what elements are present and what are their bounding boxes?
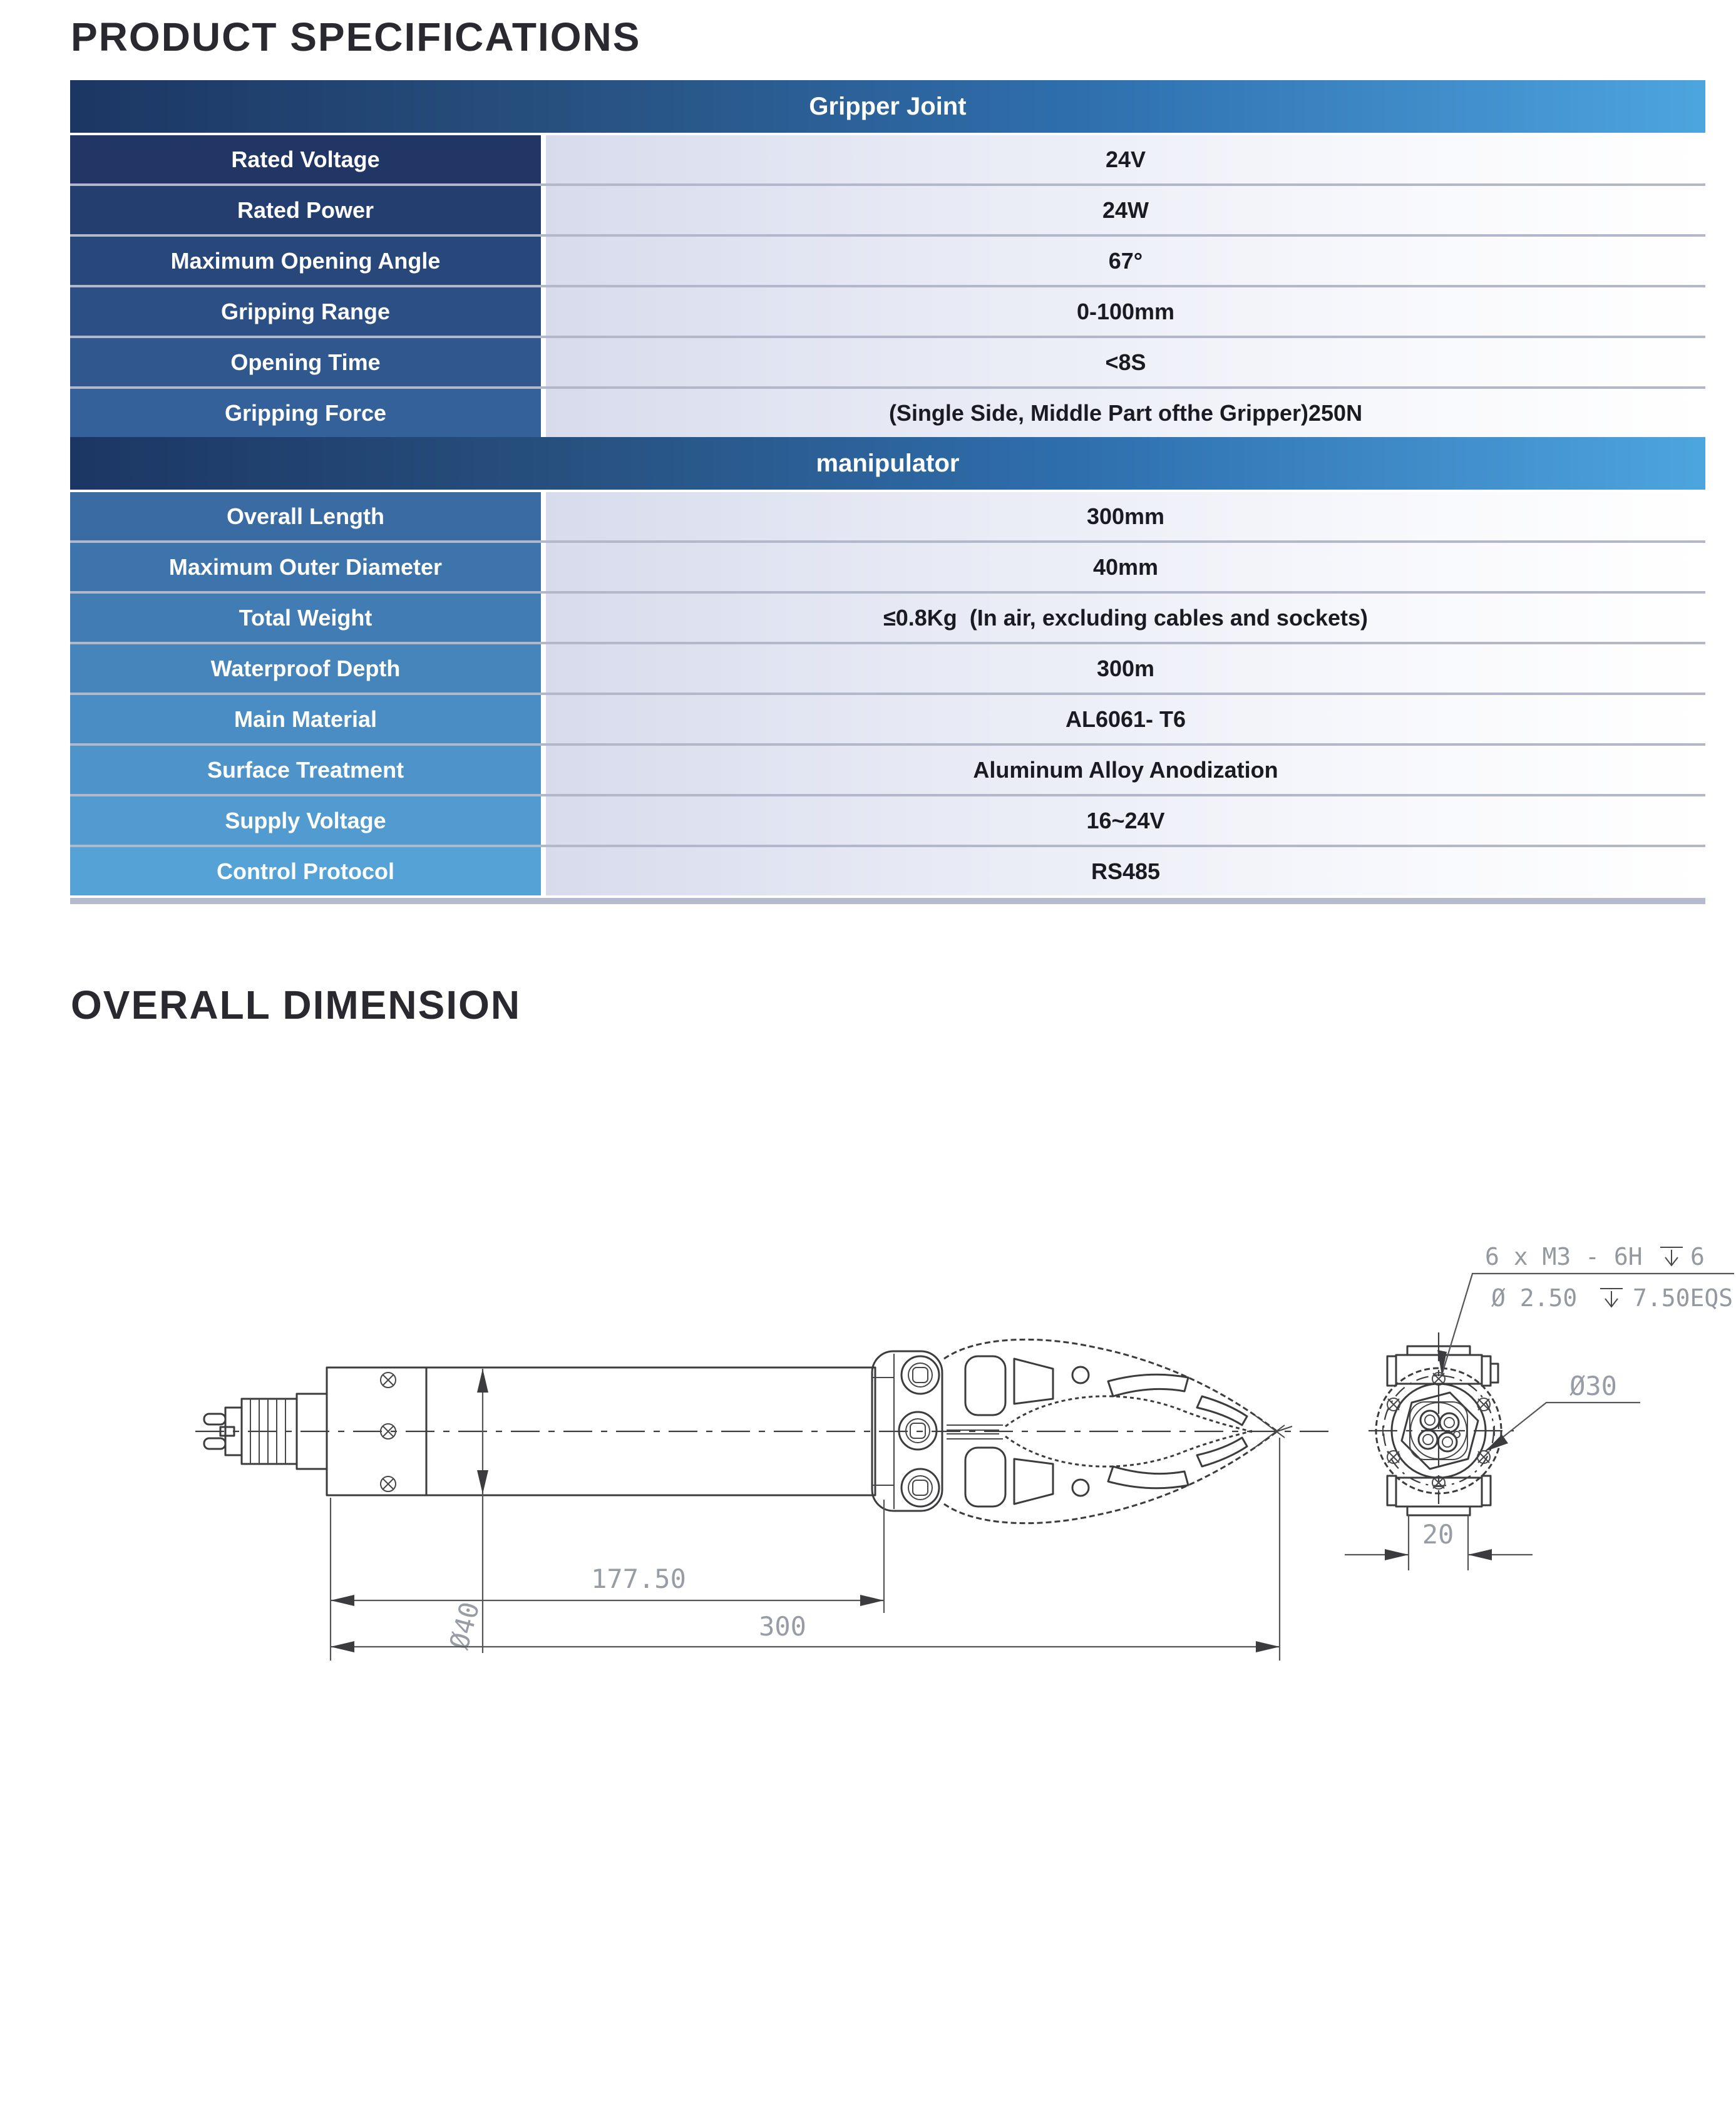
end-view-drawing <box>1345 1243 1734 1570</box>
row-label: Waterproof Depth <box>70 644 541 693</box>
row-value: 24V <box>546 135 1705 183</box>
table-section-header-gripper-joint <box>70 80 1705 133</box>
row-label: Opening Time <box>70 338 541 386</box>
row-value: 16~24V <box>546 796 1705 845</box>
dim-gripper-length-label: 177.50 <box>591 1563 686 1594</box>
screw-icon <box>381 1373 396 1388</box>
thread-callout-line2-depth: 7.50EQS <box>1633 1284 1733 1312</box>
arrowhead <box>1385 1549 1409 1560</box>
thread-callout-line1: 6 x M3 - 6H <box>1485 1243 1643 1270</box>
table-row <box>70 845 1705 895</box>
table-row <box>70 183 1705 234</box>
row-value: AL6061- T6 <box>546 695 1705 743</box>
dim-body-diameter-label: Ø40 <box>443 1599 486 1653</box>
screw-icon <box>381 1476 396 1491</box>
row-label: Maximum Outer Diameter <box>70 543 541 591</box>
row-value: 300m <box>546 644 1705 693</box>
arrowhead <box>331 1641 354 1652</box>
dimension-20 <box>1345 1515 1533 1570</box>
dim-mount-width-label: 20 <box>1422 1519 1454 1550</box>
section-header-label: manipulator <box>816 449 960 477</box>
specification-table <box>70 80 1705 904</box>
row-label: Maximum Opening Angle <box>70 237 541 285</box>
row-value: 24W <box>546 186 1705 234</box>
row-value: 40mm <box>546 543 1705 591</box>
dimension-diameter-30 <box>1485 1371 1640 1451</box>
section-header-label: Gripper Joint <box>809 92 967 120</box>
table-row <box>70 234 1705 285</box>
table-bottom-border <box>70 898 1705 904</box>
thread-callout-line1-depth: 6 <box>1690 1243 1705 1270</box>
page-title-overall-dimension: OVERALL DIMENSION <box>71 982 521 1028</box>
arrowhead <box>1256 1641 1280 1652</box>
row-label: Total Weight <box>70 594 541 642</box>
table-row <box>70 794 1705 845</box>
table-section-header-manipulator <box>70 437 1705 490</box>
overall-dimension-drawing <box>0 1177 1736 1866</box>
thread-callout-line2: Ø 2.50 <box>1491 1284 1578 1312</box>
arrowhead <box>477 1470 488 1494</box>
row-label: Rated Power <box>70 186 541 234</box>
dim-flange-diameter-label: Ø30 <box>1569 1371 1617 1401</box>
row-label: Supply Voltage <box>70 796 541 845</box>
row-value: (Single Side, Middle Part ofthe Gripper)250N <box>546 389 1705 437</box>
page-title-product-specifications: PRODUCT SPECIFICATIONS <box>71 14 641 59</box>
arrowhead <box>477 1369 488 1393</box>
table-row <box>70 642 1705 693</box>
table-row <box>70 386 1705 437</box>
row-value: <8S <box>546 338 1705 386</box>
pivot-bolt-icon <box>901 1356 939 1394</box>
row-label: Gripping Force <box>70 389 541 437</box>
table-row <box>70 743 1705 794</box>
row-value: 300mm <box>546 492 1705 540</box>
dim-overall-length-label: 300 <box>759 1611 806 1642</box>
row-label: Rated Voltage <box>70 135 541 183</box>
arrowhead <box>331 1595 354 1606</box>
pivot-bolt-icon <box>901 1469 939 1507</box>
dimension-diameter-40 <box>444 1369 488 1653</box>
row-value: 0-100mm <box>546 287 1705 336</box>
depth-symbol-icon <box>1600 1289 1623 1307</box>
row-label: Gripping Range <box>70 287 541 336</box>
row-value: RS485 <box>546 847 1705 895</box>
table-row <box>70 591 1705 642</box>
table-row <box>70 693 1705 743</box>
side-view-drawing <box>195 1339 1333 1661</box>
row-label: Surface Treatment <box>70 746 541 794</box>
depth-symbol-icon <box>1660 1247 1683 1265</box>
arrowhead <box>860 1595 884 1606</box>
row-value: Aluminum Alloy Anodization <box>546 746 1705 794</box>
arrowhead <box>1468 1549 1492 1560</box>
row-value: 67° <box>546 237 1705 285</box>
table-row <box>70 336 1705 386</box>
table-row <box>70 133 1705 183</box>
row-label: Overall Length <box>70 492 541 540</box>
arrowhead <box>1485 1435 1508 1451</box>
row-label: Control Protocol <box>70 847 541 895</box>
row-label: Main Material <box>70 695 541 743</box>
row-value: ≤0.8Kg (In air, excluding cables and sockets) <box>546 594 1705 642</box>
table-row <box>70 540 1705 591</box>
table-row <box>70 285 1705 336</box>
table-row <box>70 490 1705 540</box>
